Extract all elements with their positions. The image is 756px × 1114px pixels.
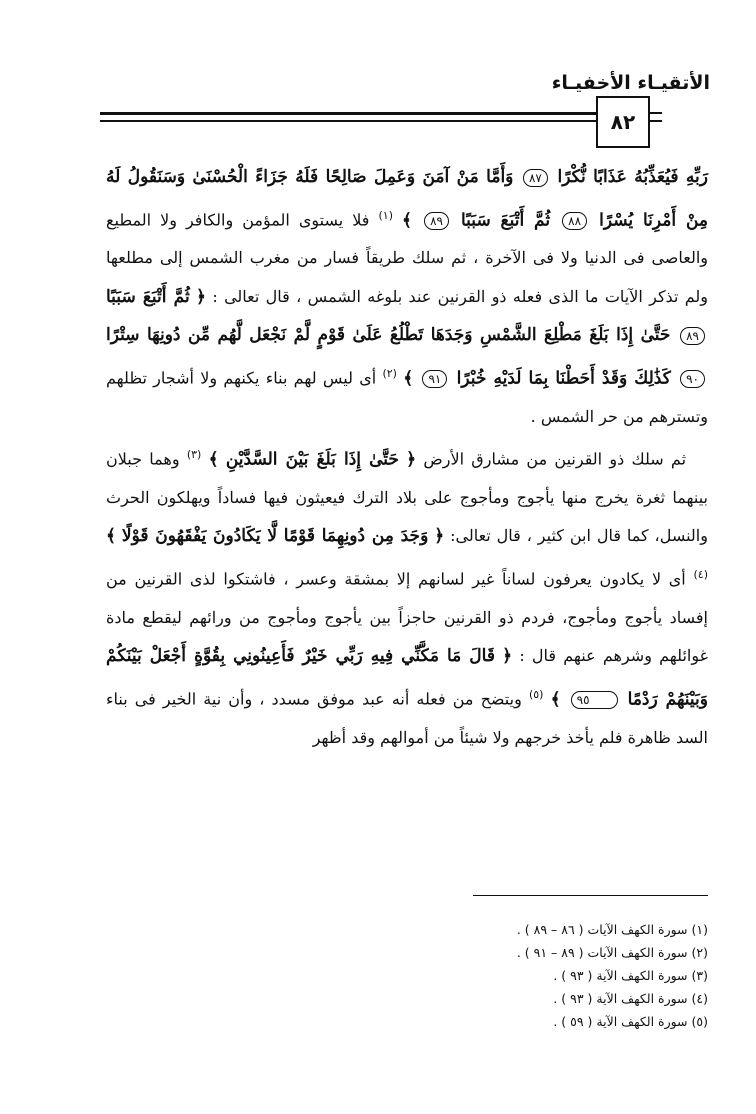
- quran-verse: كَذَٰلِكَ وَقَدْ أَحَطْنَا بِمَا لَدَيْهِ خُبْرًا: [456, 368, 671, 389]
- body-text-span: أى لا يكادون يعرفون لساناً غير لسانهم إلا بمشقة وعسر ، فاشتكوا لذى القرنين من إفساد يأجوج ومأجوج، فردم ذو القرنين حاجزاً بين يأجوج ومأجوج من ورائهم ليقطع مادة غوائلهم وشرهم عنهم قال :: [106, 569, 708, 666]
- page-number: ٨٢: [610, 110, 636, 134]
- header-rule-thick: [100, 112, 648, 115]
- verse-open-bracket: ﴿: [502, 646, 513, 667]
- quran-verse: ثُمَّ أَتْبَعَ سَبَبًا: [106, 286, 190, 307]
- ayah-number: ٨٩: [680, 327, 705, 345]
- body-text-span: ويتضح من فعله أنه عبد موفق مسدد ، وأن نية الخير فى بناء السد ظاهرة فلم يأخذ خرجهم ولا شيئاً من أموالهم وقد أظهر: [106, 689, 708, 747]
- footnote-ref: (٤): [693, 567, 708, 581]
- footnote-ref: (٣): [186, 448, 202, 462]
- quran-verse: حَتَّىٰ إِذَا بَلَغَ مَطْلِعَ الشَّمْسِ وَجَدَهَا تَطْلُعُ عَلَىٰ قَوْمٍ لَّمْ نَجْعَل لَّهُم مِّن دُونِهَا سِتْرًا: [106, 325, 671, 346]
- footnote-ref: (١): [378, 208, 393, 222]
- verse-close-bracket: ﴾: [550, 689, 561, 710]
- footnote-item: (٤) سورة الكهف الآية ( ٩٣ ) .: [553, 991, 708, 1006]
- quran-verse: ثُمَّ أَتْبَعَ سَبَبًا: [461, 209, 551, 230]
- quran-verse: حَتَّىٰ إِذَا بَلَغَ بَيْنَ السَّدَّيْنِ: [225, 449, 399, 470]
- verse-open-bracket: ﴿: [406, 449, 417, 470]
- footnote-ref: (٥): [528, 687, 544, 701]
- footnote-separator: [473, 895, 708, 896]
- body-text-span: فلا يستوى المؤمن والكافر ولا المطيع والعاصى فى الدنيا ولا فى الآخرة ، ثم سلك طريقاً فسار من مغرب الشمس إلى مطلعها ولم تذكر الآيات ما الذى فعله ذو القرنين عند بلوغه الشمس ، قال تعالى :: [106, 209, 708, 306]
- verse-close-bracket: ﴾: [208, 449, 219, 470]
- footnote-item: (٥) سورة الكهف الآية ( ٥٩ ) .: [553, 1014, 708, 1029]
- running-title: الأتقيـاء الأخفيـاء: [551, 72, 710, 94]
- verse-close-bracket: ﴾: [403, 368, 414, 389]
- quran-verse: وَجَدَ مِن دُونِهِمَا قَوْمًا لَّا يَكَادُونَ يَفْقَهُونَ قَوْلًا: [121, 526, 429, 547]
- footnote-item: (٢) سورة الكهف الآيات ( ٨٩ – ٩١ ) .: [516, 945, 708, 960]
- body-text-span: أى ليس لهم بناء يكنهم ولا أشجار تظلهم وتسترهم من حر الشمس .: [106, 368, 708, 426]
- verse-close-bracket: ﴾: [402, 209, 413, 230]
- main-text: [106, 158, 708, 757]
- footnotes: [420, 918, 708, 1033]
- paragraph-2: [106, 436, 708, 757]
- quran-verse: رَبِّهِ فَيُعَذِّبُهُ عَذَابًا نُّكْرًا: [557, 167, 708, 187]
- footnote-item: (٣) سورة الكهف الآية ( ٩٣ ) .: [553, 968, 708, 983]
- verse-open-bracket: ﴿: [196, 286, 207, 307]
- header-rule-thin: [100, 120, 648, 122]
- ayah-number: ٩٠: [680, 370, 705, 388]
- verse-close-bracket: ﴾: [106, 526, 116, 547]
- ayah-number: ٨٧: [523, 169, 548, 187]
- page-number-box: [596, 96, 650, 148]
- ayah-number: ٨٨: [562, 212, 587, 230]
- ayah-number: ٩١: [422, 370, 447, 388]
- body-text-span: ثم سلك ذو القرنين من مشارق الأرض: [423, 449, 687, 469]
- verse-open-bracket: ﴿: [434, 526, 445, 547]
- paragraph-1: [106, 158, 708, 436]
- footnote-ref: (٢): [382, 366, 397, 380]
- ayah-number: ٩٥: [571, 691, 618, 709]
- quran-verse: قَالَ مَا مَكَّنِّي فِيهِ رَبِّي خَيْرٌ فَأَعِينُونِي بِقُوَّةٍ أَجْعَلْ بَيْنَكُمْ وَبَيْنَهُمْ رَدْمًا: [106, 646, 708, 710]
- footnote-item: (١) سورة الكهف الآيات ( ٨٦ – ٨٩ ) .: [516, 922, 708, 937]
- ayah-number: ٨٩: [424, 212, 449, 230]
- body-text-span: وهما جبلان بينهما ثغرة يخرج منها يأجوج ومأجوج على بلاد الترك فيعيثون فيها فساداً ويهلكون الحرث والنسل، كما قال ابن كثير ، قال تعالى:: [106, 449, 708, 546]
- quran-verse: وَأَمَّا مَنْ آمَنَ وَعَمِلَ صَالِحًا فَلَهُ جَزَاءً الْحُسْنَىٰ وَسَنَقُولُ لَهُ مِنْ أَمْرِنَا يُسْرًا: [106, 167, 708, 230]
